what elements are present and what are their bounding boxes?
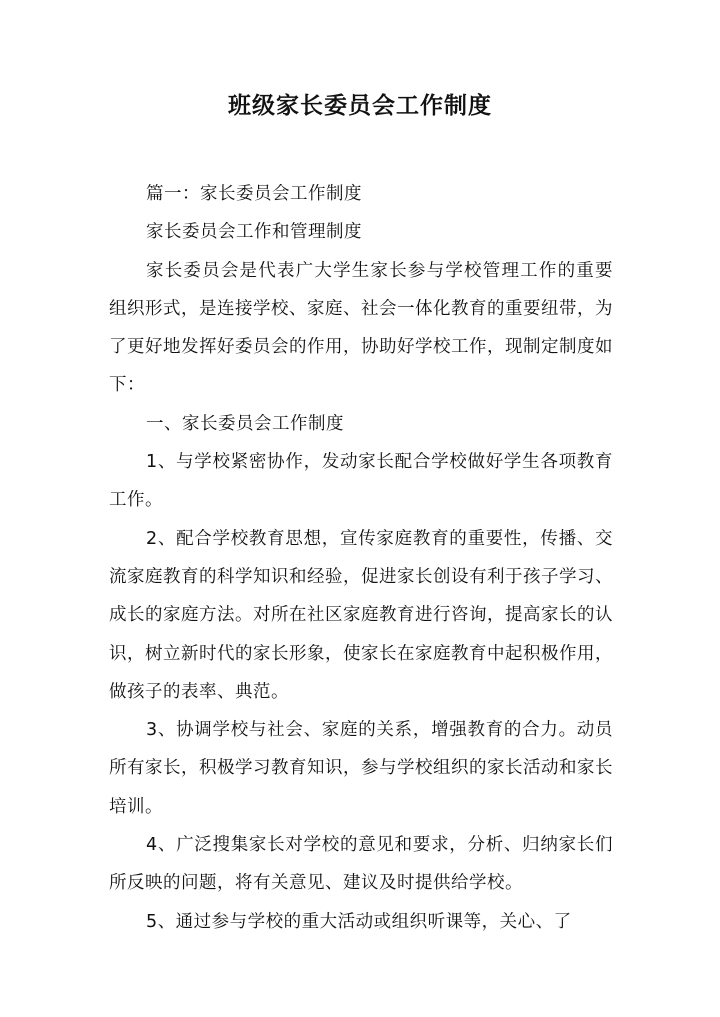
- section-heading: 篇一：家长委员会工作制度: [146, 184, 362, 204]
- document-body: [109, 175, 613, 941]
- subsection-heading: 家长委员会工作和管理制度: [146, 222, 362, 243]
- item-paragraph: 5、通过参与学校的重大活动或组织听课等，关心、了: [146, 911, 572, 932]
- item-paragraph: 3、协调学校与社会、家庭的关系，增强教育的合力。动员所有家长，积极学习教育知识，参与学校组织的家长活动和家长培训。: [109, 720, 613, 817]
- intro-paragraph: 家长委员会是代表广大学生家长参与学校管理工作的重要组织形式，是连接学校、家庭、社会一体化教育的重要纽带，为了更好地发挥好委员会的作用，协助好学校工作，现制定制度如下：: [109, 260, 613, 396]
- part-heading: 一、家长委员会工作制度: [146, 413, 344, 434]
- item-paragraph: 4、广泛搜集家长对学校的意见和要求，分析、归纳家长们所反映的问题，将有关意见、建议及时提供给学校。: [109, 835, 613, 894]
- item-paragraph: 2、配合学校教育思想，宣传家庭教育的重要性，传播、交流家庭教育的科学知识和经验，促进家长创设有利于孩子学习、成长的家庭方法。对所在社区家庭教育进行咨询，提高家长的认识，树立新时代的家长形象，使家长在家庭教育中起积极作用，做孩子的表率、典范。: [109, 528, 613, 702]
- document-title: 班级家长委员会工作制度: [228, 93, 492, 119]
- item-paragraph: 1、与学校紧密协作，发动家长配合学校做好学生各项教育工作。: [109, 452, 613, 511]
